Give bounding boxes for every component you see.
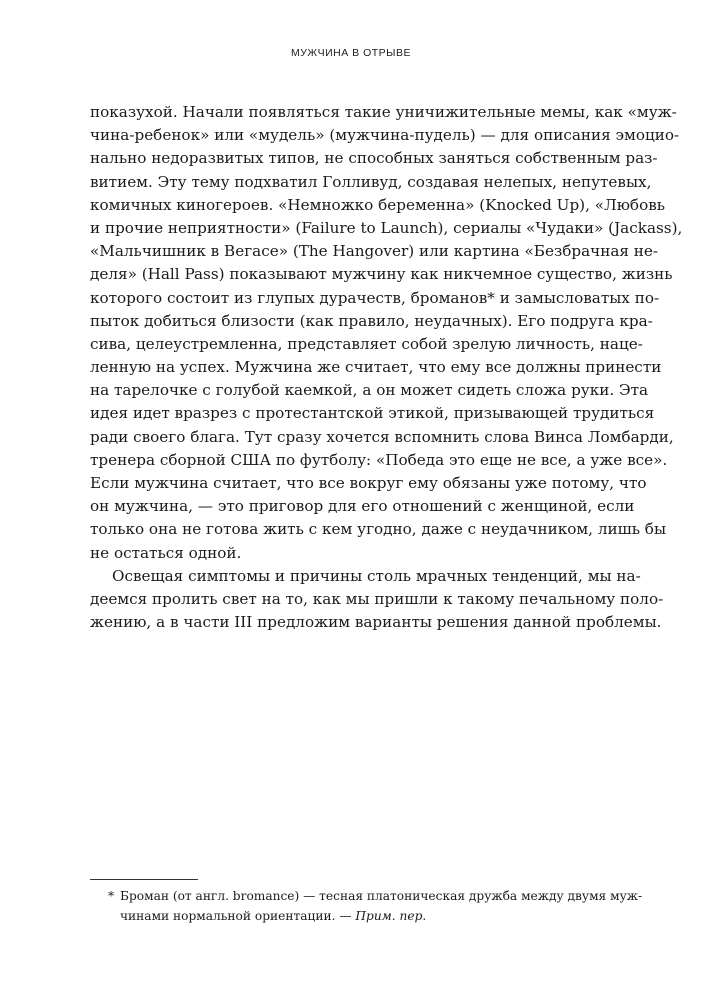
text-line: сива, целеустремленна, представляет собой зрелую личность, наце-	[90, 334, 643, 353]
running-head: МУЖЧИНА В ОТРЫВЕ	[291, 47, 411, 59]
paragraph-2	[90, 565, 664, 635]
text-line: чина-ребенок» или «мудель» (мужчина-пудель) — для описания эмоцио-	[90, 126, 680, 145]
text-line: пыток добиться близости (как правило, неудачных). Его подруга кра-	[90, 311, 653, 330]
text-line: Освещая симптомы и причины столь мрачных тенденций, мы на-	[112, 566, 641, 585]
text-line: Если мужчина считает, что все вокруг ему обязаны уже потому, что	[90, 474, 647, 492]
text-line: комичных киногероев. «Немножко беременна» (Knocked Up), «Любовь	[90, 195, 666, 214]
text-line: «Мальчишник в Вегасе» (The Hangover) или картина «Безбрачная не-	[90, 242, 659, 261]
text-line: на тарелочке с голубой каемкой, а он может сидеть сложа руки. Эта	[90, 381, 649, 400]
text-line: ленную на успех. Мужчина же считает, что ему все должны принести	[90, 358, 662, 377]
text-line: он мужчина, — это приговор для его отношений с женщиной, если	[90, 497, 635, 516]
text-line: ради своего блага. Тут сразу хочется вспомнить слова Винса Ломбарди,	[90, 427, 674, 446]
text-line: тренера сборной США по футболу: «Победа это еще не все, а уже все».	[90, 450, 668, 469]
footnote	[108, 886, 643, 926]
text-line: нально недоразвитых типов, не способных заняться собственным раз-	[90, 149, 658, 168]
footnote-line	[108, 906, 620, 926]
text-line: только она не готова жить с кем угодно, даже с неудачником, лишь бы	[90, 520, 667, 539]
text-line: жению, а в части III предложим варианты решения данной проблемы.	[90, 613, 662, 632]
body-text	[90, 101, 683, 634]
text-line: которого состоит из глупых дурачеств, броманов* и замысловатых по-	[90, 288, 660, 307]
paragraph-1	[90, 101, 683, 565]
footnote-attribution: Прим. пер.	[355, 909, 427, 923]
text-line: не остаться одной.	[90, 543, 242, 562]
text-line: показухой. Начали появляться такие уничижительные мемы, как «муж-	[90, 103, 677, 121]
footnote-rule	[90, 879, 198, 880]
footnote-text: Броман (от англ. bromance) — тесная платоническая дружба между двумя муж-	[120, 889, 643, 903]
text-line: витием. Эту тему подхватил Голливуд, создавая нелепых, непутевых,	[90, 172, 652, 191]
text-line: идея идет вразрез с протестантской этикой, призывающей трудиться	[90, 404, 655, 423]
text-line: деемся пролить свет на то, как мы пришли к такому печальному поло-	[90, 589, 664, 608]
text-line: деля» (Hall Pass) показывают мужчину как никчемное существо, жизнь	[90, 265, 673, 284]
footnote-marker: *	[108, 889, 115, 903]
footnote-line	[108, 886, 643, 906]
footnote-text: чинами нормальной ориентации. —	[120, 909, 356, 923]
text-line: и прочие неприятности» (Failure to Launch), сериалы «Чудаки» (Jackass),	[90, 218, 683, 237]
